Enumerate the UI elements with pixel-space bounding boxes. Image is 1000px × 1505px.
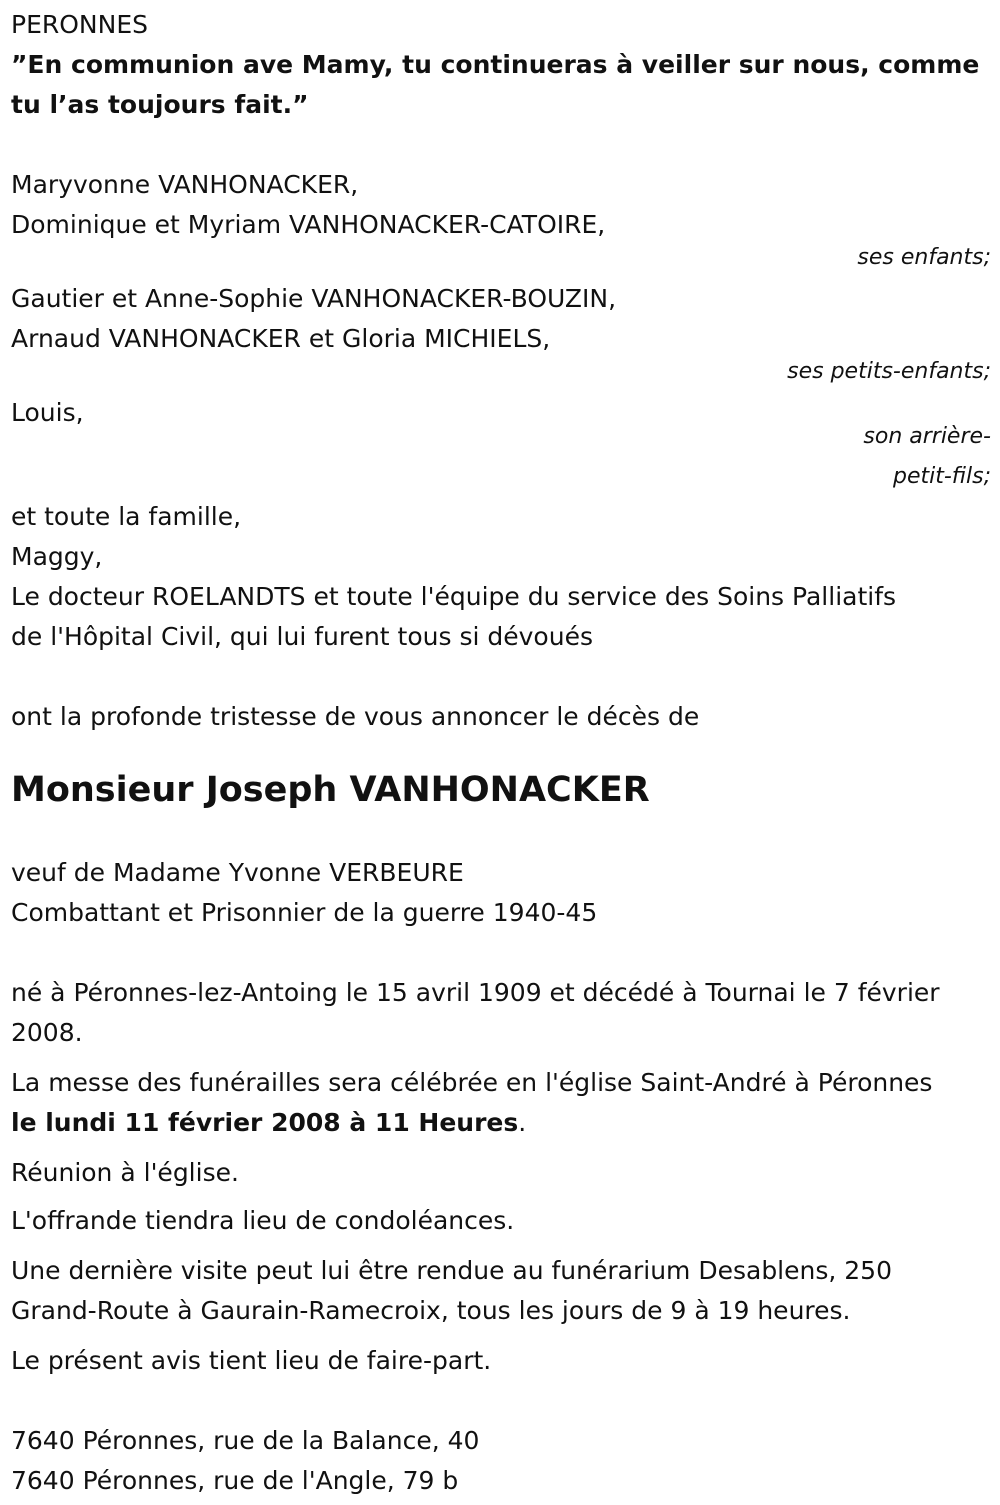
great-grandchild: Louis,: [11, 398, 84, 427]
doctor-line: Le docteur ROELANDTS et toute l'équipe du service des Soins Palliatifs: [11, 582, 897, 611]
visit-line-1: Une dernière visite peut lui être rendue au funérarium Desablens, 250: [11, 1256, 892, 1285]
family-line: et toute la famille,: [11, 502, 242, 531]
mass-line: La messe des funérailles sera célébrée en l'église Saint-André à Péronnes: [11, 1068, 933, 1097]
grandchild-1: Gautier et Anne-Sophie VANHONACKER-BOUZIN,: [11, 284, 617, 313]
maggy-line: Maggy,: [11, 542, 103, 571]
great-grandchild-label-1: son arrière-: [863, 424, 991, 449]
birth-death-line-2: 2008.: [11, 1018, 83, 1047]
mass-date-end: .: [518, 1108, 527, 1137]
obituary-notice: [11, 5, 991, 1501]
location: PERONNES: [11, 10, 148, 39]
deceased-name: Monsieur Joseph VANHONACKER: [11, 770, 650, 810]
great-grandchild-label-2: petit-fils;: [892, 464, 991, 489]
child-1: Maryvonne VANHONACKER,: [11, 170, 359, 199]
quote-line-2: tu l’as toujours fait.”: [11, 90, 309, 119]
meeting-line: Réunion à l'église.: [11, 1158, 239, 1187]
mass-date: le lundi 11 février 2008 à 11 Heures: [11, 1108, 519, 1137]
child-2: Dominique et Myriam VANHONACKER-CATOIRE,: [11, 210, 606, 239]
hospital-line: de l'Hôpital Civil, qui lui furent tous si dévoués: [11, 622, 593, 651]
mass-date-line: [11, 1103, 991, 1143]
announcement: ont la profonde tristesse de vous annoncer le décès de: [11, 702, 700, 731]
quote-line-1: ”En communion ave Mamy, tu continueras à veiller sur nous, comme: [11, 50, 980, 79]
grandchild-2: Arnaud VANHONACKER et Gloria MICHIELS,: [11, 324, 551, 353]
faire-part-line: Le présent avis tient lieu de faire-part.: [11, 1346, 492, 1375]
children-label: ses enfants;: [857, 245, 991, 270]
widower-line: veuf de Madame Yvonne VERBEURE: [11, 858, 464, 887]
address-1: 7640 Péronnes, rue de la Balance, 40: [11, 1426, 480, 1455]
visit-line-2: Grand-Route à Gaurain-Ramecroix, tous les jours de 9 à 19 heures.: [11, 1296, 851, 1325]
offering-line: L'offrande tiendra lieu de condoléances.: [11, 1206, 515, 1235]
birth-death-line-1: né à Péronnes-lez-Antoing le 15 avril 1909 et décédé à Tournai le 7 février: [11, 978, 940, 1007]
veteran-line: Combattant et Prisonnier de la guerre 1940-45: [11, 898, 598, 927]
address-2: 7640 Péronnes, rue de l'Angle, 79 b: [11, 1466, 459, 1495]
grandchildren-label: ses petits-enfants;: [787, 359, 991, 384]
